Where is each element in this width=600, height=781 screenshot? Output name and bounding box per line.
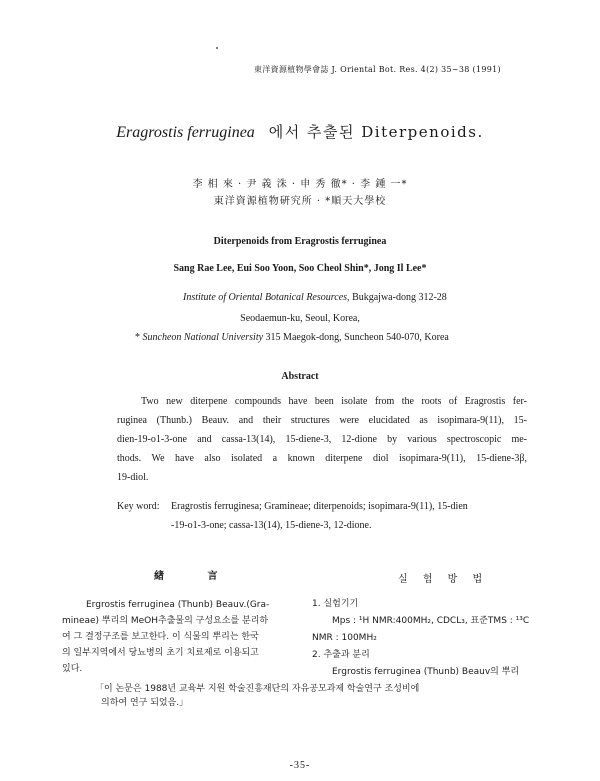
- english-title: Diterpenoids from Eragrostis ferruginea: [213, 236, 387, 247]
- footnote-line-1: 「이 논문은 1988년 교육부 지원 학술진흥재단의 자유공모과제 학술연구 조성비에: [95, 684, 420, 694]
- university-marker: *: [135, 332, 140, 343]
- section-heading-introduction: 緖 言: [154, 571, 238, 582]
- footnote-line-2: 의하여 연구 되었음.」: [101, 698, 189, 708]
- funding-footnote: [95, 682, 520, 713]
- keywords-label: Key word:: [117, 501, 160, 512]
- abstract-line: ruginea (Thunb.) Beauv. and their structures were elucidated as isopimara-9(11), 15-: [117, 415, 527, 426]
- institute-address: Bukgajwa-dong 312-28: [352, 292, 447, 303]
- abstract-line: Two new diterpene compounds have been isolate from the roots of Eragrostis fer-: [141, 396, 527, 407]
- affiliation-university: [135, 332, 449, 343]
- korean-affiliation: 東洋資源植物硏究所 · *順天大學校: [213, 196, 387, 207]
- english-authors: Sang Rae Lee, Eui Soo Yoon, Soo Cheol Shin*, Jong Il Lee*: [173, 263, 427, 274]
- korean-authors: 李 相 來 · 尹 義 洙 · 申 秀 徹* · 李 鍾 一*: [192, 179, 408, 190]
- methods-mps: Mps : ¹H NMR:400MH₂, CDCL₃, 표준TMS : ¹³C: [332, 616, 530, 626]
- abstract-heading: Abstract: [281, 371, 319, 382]
- abstract-line: 19-diol.: [117, 472, 149, 483]
- university-name: Suncheon National University: [142, 332, 264, 343]
- abstract-body: [117, 392, 527, 487]
- title-rest: 에서 추출된 Diterpenoids.: [268, 123, 484, 141]
- speck: [216, 47, 218, 49]
- methods-text: [312, 596, 562, 681]
- intro-line: mineae) 뿌리의 MeOH추출물의 구성요소를 분리하: [62, 616, 269, 626]
- methods-item-1-title: 1. 실험기기: [312, 599, 359, 609]
- abstract-line: thods. We have also isolated a known diterpene diol isopimara-9(11), 15-diene-3β,: [117, 453, 527, 464]
- intro-line: 있다.: [62, 664, 83, 674]
- intro-line: 여 그 결정구조를 보고한다. 이 식물의 뿌리는 한국: [62, 632, 259, 642]
- title-scientific-name: Eragrostis ferruginea: [116, 124, 255, 141]
- page-number: -35-: [289, 760, 311, 771]
- abstract-line: dien-19-o1-3-one and cassa-13(14), 15-diene-3, 12-dione by various spectroscopic me-: [117, 434, 527, 445]
- affiliation-institute: [183, 292, 447, 303]
- introduction-text: [62, 597, 300, 677]
- intro-line: Ergrostis ferruginea (Thunb) Beauv.(Gra-: [86, 600, 270, 610]
- methods-extraction-line: Ergrostis ferruginea (Thunb) Beauv의 뿌리: [332, 667, 520, 677]
- university-address: 315 Maegok-dong, Suncheon 540-070, Korea: [265, 332, 449, 343]
- keywords-line-2: -19-o1-3-one; cassa-13(14), 15-diene-3, 12-dione.: [171, 520, 372, 531]
- section-heading-methods: 실 험 방 법: [398, 574, 489, 585]
- intro-line: 의 일부지역에서 당뇨병의 초기 치료제로 이용되고: [62, 648, 259, 658]
- keywords-line-1: Eragrostis ferruginesa; Gramineae; diterpenoids; isopimara-9(11), 15-dien: [171, 501, 468, 512]
- keywords: [117, 497, 537, 535]
- journal-citation: 東洋資源植物學會誌 J. Oriental Bot. Res. 4(2) 35∼38 (1991): [254, 65, 501, 74]
- institute-city: Seodaemun-ku, Seoul, Korea,: [240, 313, 360, 324]
- institute-name: Institute of Oriental Botanical Resources,: [183, 292, 350, 303]
- methods-nmr: NMR : 100MH₂: [312, 633, 377, 643]
- methods-item-2-title: 2. 추출과 분리: [312, 650, 370, 660]
- paper-title: [0, 121, 600, 142]
